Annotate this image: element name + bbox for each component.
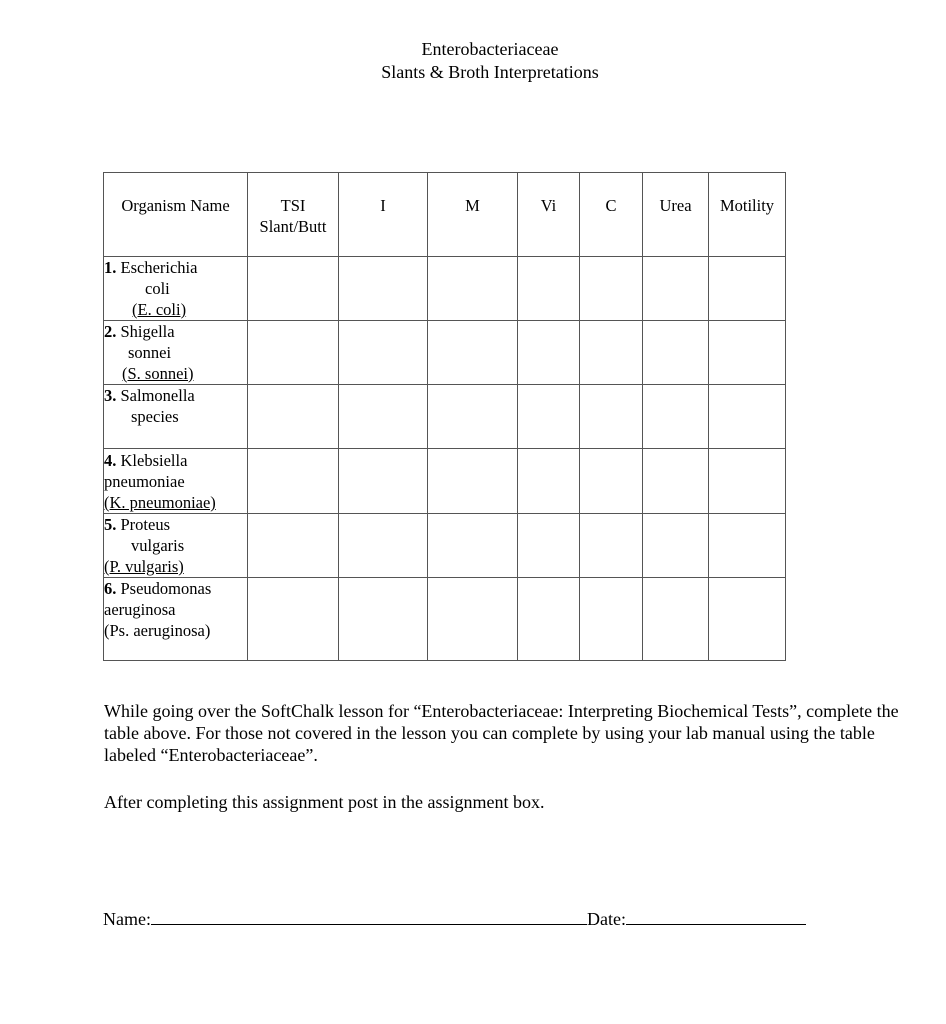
organism-name-line1: 6. Pseudomonas [104,579,212,598]
organism-name-line1: 1. Escherichia [104,258,198,277]
result-cell-motility[interactable] [709,385,786,449]
result-cell-motility[interactable] [709,257,786,321]
column-header-urea: Urea [643,173,709,257]
organism-name-line1: 2. Shigella [104,322,175,341]
organism-name-line2: pneumoniae [104,472,185,491]
result-cell-m[interactable] [428,514,518,578]
result-cell-urea[interactable] [643,578,709,661]
organism-name-line1: 5. Proteus [104,515,170,534]
column-header-motility: Motility [709,173,786,257]
result-cell-m[interactable] [428,321,518,385]
organism-cell [104,578,248,661]
column-header-i: I [339,173,428,257]
date-blank[interactable] [626,906,806,925]
column-header-c: C [580,173,643,257]
column-header-vi: Vi [518,173,580,257]
table-row [104,578,786,661]
result-cell-i[interactable] [339,257,428,321]
organism-cell [104,321,248,385]
result-cell-i[interactable] [339,321,428,385]
column-header-m: M [428,173,518,257]
result-cell-c[interactable] [580,385,643,449]
result-cell-urea[interactable] [643,449,709,514]
column-header-tsi [248,173,339,257]
instructions-paragraph: While going over the SoftChalk lesson for “Enterobacteriaceae: Interpreting Biochemical Tests”, complete the table above. For those not covered in the lesson you can complete by using your lab manual using the table labeled “Enterobacteriaceae”. [104,701,899,765]
organism-name-line2: aeruginosa [104,600,176,619]
result-cell-motility[interactable] [709,578,786,661]
organism-cell [104,257,248,321]
organism-abbrev: (S. sonnei) [122,364,194,383]
organism-abbrev: (P. vulgaris) [104,557,184,576]
result-cell-tsi[interactable] [248,578,339,661]
document-title: Enterobacteriaceae [421,39,559,59]
organism-name-line2: sonnei [128,343,172,362]
organism-name-line1: 4. Klebsiella [104,451,188,470]
result-cell-motility[interactable] [709,514,786,578]
result-cell-m[interactable] [428,449,518,514]
organism-name-line2: coli [145,279,170,298]
result-cell-i[interactable] [339,514,428,578]
result-cell-tsi[interactable] [248,449,339,514]
result-cell-vi[interactable] [518,385,580,449]
result-cell-c[interactable] [580,449,643,514]
result-cell-urea[interactable] [643,257,709,321]
result-cell-vi[interactable] [518,514,580,578]
result-cell-motility[interactable] [709,321,786,385]
column-header-tsi-line1: TSI [280,196,306,215]
signature-line [103,906,806,930]
submission-note: After completing this assignment post in the assignment box. [104,792,545,812]
result-cell-c[interactable] [580,514,643,578]
table-row [104,257,786,321]
result-cell-m[interactable] [428,257,518,321]
table-row [104,514,786,578]
organism-cell [104,449,248,514]
result-cell-urea[interactable] [643,385,709,449]
result-cell-urea[interactable] [643,321,709,385]
result-cell-i[interactable] [339,578,428,661]
result-cell-vi[interactable] [518,449,580,514]
organism-name-line2: species [131,407,179,426]
result-cell-tsi[interactable] [248,321,339,385]
table-row [104,321,786,385]
interpretation-table [103,172,786,661]
result-cell-tsi[interactable] [248,385,339,449]
table-row [104,385,786,449]
organism-name-line1: 3. Salmonella [104,386,195,405]
result-cell-c[interactable] [580,578,643,661]
organism-abbrev: (Ps. aeruginosa) [104,621,211,640]
result-cell-vi[interactable] [518,321,580,385]
organism-abbrev: (K. pneumoniae) [104,493,216,512]
result-cell-m[interactable] [428,578,518,661]
result-cell-vi[interactable] [518,578,580,661]
organism-cell [104,385,248,449]
table-row [104,449,786,514]
table-header-row [104,173,786,257]
organism-abbrev: (E. coli) [132,300,187,319]
result-cell-m[interactable] [428,385,518,449]
date-label: Date: [586,909,626,929]
name-label: Name: [103,909,151,929]
organism-name-line2: vulgaris [131,536,185,555]
result-cell-i[interactable] [339,385,428,449]
result-cell-c[interactable] [580,257,643,321]
result-cell-c[interactable] [580,321,643,385]
result-cell-i[interactable] [339,449,428,514]
column-header-tsi-line2: Slant/Butt [259,217,327,236]
result-cell-tsi[interactable] [248,257,339,321]
result-cell-motility[interactable] [709,449,786,514]
name-blank[interactable] [151,906,587,925]
organism-cell [104,514,248,578]
result-cell-urea[interactable] [643,514,709,578]
result-cell-tsi[interactable] [248,514,339,578]
document-subtitle: Slants & Broth Interpretations [381,62,599,82]
column-header-organism-name: Organism Name [104,173,248,257]
result-cell-vi[interactable] [518,257,580,321]
